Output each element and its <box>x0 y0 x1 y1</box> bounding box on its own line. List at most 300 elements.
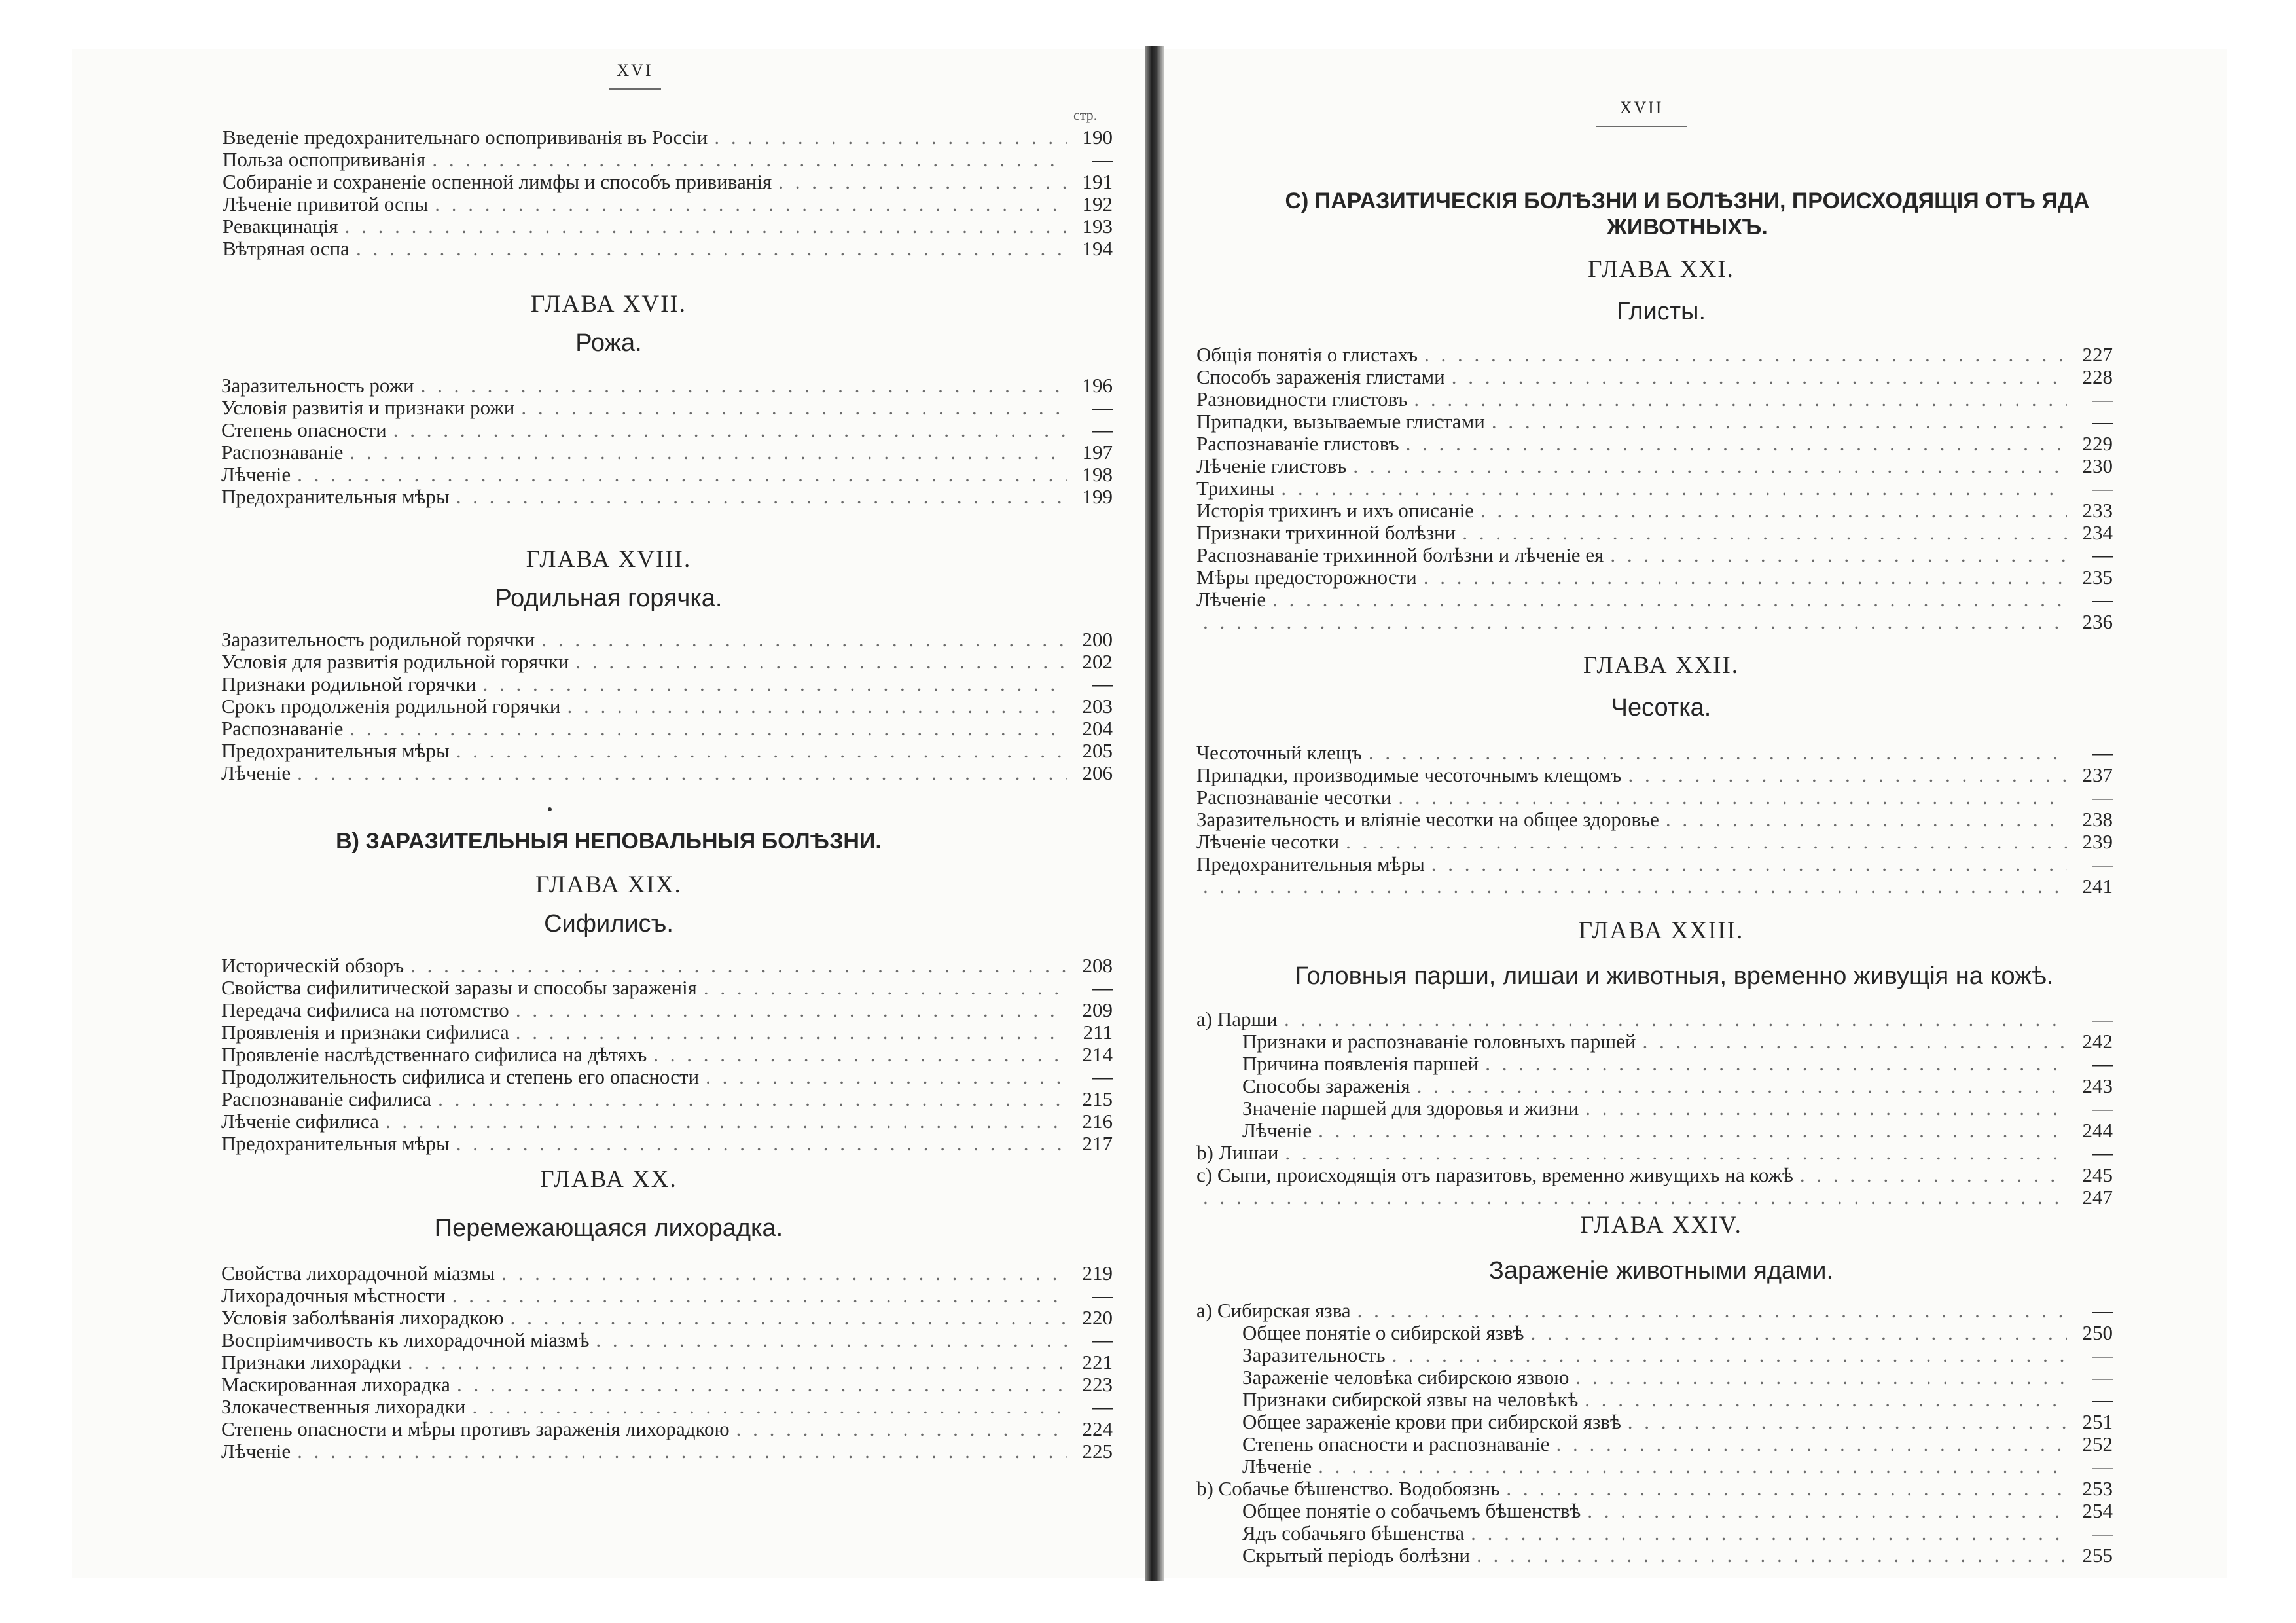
dot-leader <box>1351 1300 2067 1322</box>
chapter-17-title: Рожа. <box>575 329 642 357</box>
dot-leader <box>450 1374 1067 1396</box>
toc-entry-title: Собираніе и сохраненіе оспенной лимфы и способъ прививанія <box>223 170 772 193</box>
section-b-title: В) ЗАРАЗИТЕЛЬНЫЯ НЕПОВАЛЬНЫЯ БОЛѢЗНИ. <box>336 829 882 854</box>
toc-entry-title: Значеніе паршей для здоровья и жизни <box>1242 1097 1579 1120</box>
toc-entry <box>221 718 1113 740</box>
toc-entry <box>1196 1030 2113 1053</box>
toc-entry <box>1196 1186 2113 1209</box>
toc-entry-page: 217 <box>1082 1132 1113 1155</box>
toc-entry-page: — <box>1092 1328 1113 1351</box>
toc-entry <box>223 193 1113 215</box>
toc-entry-page: 235 <box>2082 566 2113 589</box>
toc-entry <box>1196 853 2113 875</box>
chapter-21-list <box>1196 344 2113 633</box>
toc-entry <box>221 1133 1113 1155</box>
chapter-20-title: Перемежающаяся лихорадка. <box>434 1214 783 1242</box>
toc-entry-title: Заразительность родильной горячки <box>221 628 535 651</box>
toc-entry <box>1196 1433 2113 1455</box>
toc-entry-title: Предохранительныя мѣры <box>221 1132 450 1155</box>
toc-entry <box>1196 544 2113 566</box>
toc-entry <box>1196 764 2113 786</box>
toc-entry <box>221 397 1113 419</box>
toc-entry <box>221 464 1113 486</box>
dot-leader <box>428 193 1067 215</box>
chapter-23-heading: ГЛАВА XXIII. <box>1578 917 1744 944</box>
toc-entry <box>1196 1544 2113 1567</box>
toc-entry <box>221 740 1113 762</box>
chapter-23-list <box>1196 1008 2113 1209</box>
print-speck <box>548 807 552 811</box>
toc-entry <box>1196 433 2113 455</box>
dot-leader <box>699 1066 1067 1088</box>
dot-leader <box>1569 1366 2067 1389</box>
toc-entry-page: — <box>1092 418 1113 441</box>
toc-entry <box>221 374 1113 397</box>
toc-entry-title: Лѣченіе <box>1242 1119 1312 1142</box>
dot-leader <box>291 762 1067 784</box>
dot-leader <box>1278 1142 2067 1164</box>
chapter-22-title: Чесотка. <box>1611 694 1712 721</box>
toc-entry <box>1196 1142 2113 1164</box>
toc-entry-title: Способы зараженія <box>1242 1074 1410 1097</box>
dot-leader <box>414 374 1067 397</box>
toc-entry <box>221 673 1113 695</box>
dot-leader <box>509 999 1067 1021</box>
toc-entry-title: b) Собачье бѣшенство. Водобоязнь <box>1196 1477 1500 1500</box>
toc-entry-title: Лѣченіе <box>221 463 291 486</box>
toc-entry-page: — <box>2092 1097 2113 1120</box>
toc-entry-title: Припадки, вызываемые глистами <box>1196 410 1485 433</box>
page-number-left: XVI <box>617 61 653 80</box>
toc-entry <box>1196 1389 2113 1411</box>
toc-entry-title: Лѣченіе сифилиса <box>221 1110 379 1133</box>
dot-leader <box>1445 366 2067 388</box>
toc-entry <box>223 126 1113 149</box>
dot-leader <box>350 238 1067 260</box>
toc-entry-page: 206 <box>1082 761 1113 784</box>
toc-entry-page: — <box>2092 1455 2113 1478</box>
toc-entry <box>221 1329 1113 1351</box>
chapter-19-heading: ГЛАВА XIX. <box>535 871 682 898</box>
toc-entry-title: Скрытый періодъ болѣзни <box>1242 1544 1470 1567</box>
folio-rule <box>609 88 661 90</box>
toc-entry-title: Исторія трихинъ и ихъ описаніе <box>1196 499 1474 522</box>
toc-entry-page: 225 <box>1082 1440 1113 1463</box>
toc-entry-title: Признаки и распознаваніе головныхъ паршей <box>1242 1030 1636 1053</box>
toc-entry <box>1196 1411 2113 1433</box>
dot-leader <box>1793 1164 2067 1186</box>
toc-entry-page: 190 <box>1082 126 1113 149</box>
toc-entry-title: Заразительность <box>1242 1343 1386 1366</box>
dot-leader <box>495 1262 1067 1285</box>
dot-leader <box>708 126 1067 149</box>
toc-entry-title: Распознаваніе <box>221 441 344 464</box>
toc-entry-title: Трихины <box>1196 477 1275 500</box>
toc-entry-title: Условія для развитія родильной горячки <box>221 650 569 673</box>
dot-leader <box>730 1418 1067 1440</box>
toc-entry-title: Лѣченіе <box>221 1440 291 1463</box>
dot-leader <box>514 397 1067 419</box>
dot-leader <box>1418 344 2067 366</box>
toc-entry-title: Срокъ продолженія родильной горячки <box>221 695 561 718</box>
chapter-24-heading: ГЛАВА XXIV. <box>1580 1212 1742 1239</box>
toc-entry-page: 255 <box>2082 1544 2113 1567</box>
toc-entry-title: Историческій обзоръ <box>221 954 404 977</box>
toc-entry-page: 254 <box>2082 1499 2113 1522</box>
toc-entry-title: Ревакцинація <box>223 215 338 238</box>
chapter-23-title: Головныя парши, лишаи и животныя, временно живущія на кожѣ. <box>1295 962 2054 990</box>
toc-entry-page: 196 <box>1082 374 1113 397</box>
toc-entry <box>223 238 1113 260</box>
toc-entry-page: 237 <box>2082 763 2113 786</box>
dot-leader <box>446 1285 1067 1307</box>
dot-leader <box>1479 1053 2067 1075</box>
dot-leader <box>1362 742 2067 764</box>
toc-entry-title: Лихорадочныя мѣстности <box>221 1284 446 1307</box>
toc-entry-page: 250 <box>2082 1321 2113 1344</box>
toc-entry-page: 253 <box>2082 1477 2113 1500</box>
dot-leader <box>1196 1186 2067 1209</box>
toc-entry-title: Проявленіе наслѣдственнаго сифилиса на дѣтяхъ <box>221 1043 647 1066</box>
toc-entry <box>221 1044 1113 1066</box>
chapter-18-heading: ГЛАВА XVIII. <box>526 546 692 573</box>
dot-leader <box>589 1329 1067 1351</box>
toc-entry-page: 234 <box>2082 521 2113 544</box>
toc-entry-page: — <box>2092 1343 2113 1366</box>
toc-entry <box>1196 522 2113 544</box>
toc-entry-page: — <box>2092 852 2113 875</box>
toc-entry-page: 242 <box>2082 1030 2113 1053</box>
toc-entry-title: Степень опасности <box>221 418 387 441</box>
dot-leader <box>1621 1411 2067 1433</box>
toc-entry-page: 227 <box>2082 343 2113 366</box>
dot-leader <box>1339 831 2067 853</box>
dot-leader <box>450 486 1067 508</box>
toc-entry-title: с) Сыпи, происходящія отъ паразитовъ, временно живущихъ на кожѣ <box>1196 1163 1793 1186</box>
dot-leader <box>1312 1455 2067 1478</box>
toc-entry-title: Свойства лихорадочной міазмы <box>221 1262 495 1285</box>
toc-entry <box>1196 809 2113 831</box>
toc-entry <box>221 1262 1113 1285</box>
dot-leader <box>431 1088 1067 1110</box>
toc-entry <box>1196 366 2113 388</box>
toc-entry-title: Заразительность и вліяніе чесотки на общее здоровье <box>1196 808 1659 831</box>
toc-entry <box>1196 477 2113 500</box>
dot-leader <box>379 1110 1067 1133</box>
toc-entry-page: 211 <box>1083 1021 1113 1044</box>
toc-entry-title: Чесоточный клещъ <box>1196 741 1362 764</box>
toc-entry-page: 233 <box>2082 499 2113 522</box>
chapter-18-title: Родильная горячка. <box>495 585 723 612</box>
toc-entry-title: Злокачественныя лихорадки <box>221 1395 466 1418</box>
toc-entry-page: — <box>2092 741 2113 764</box>
toc-entry <box>221 1307 1113 1329</box>
toc-entry-title: Воспріимчивость къ лихорадочной міазмѣ <box>221 1328 590 1351</box>
dot-leader <box>476 673 1067 695</box>
toc-entry-page: 241 <box>2082 875 2113 898</box>
toc-entry-page: 198 <box>1082 463 1113 486</box>
toc-entry-title: Польза оспопрививанія <box>223 148 426 171</box>
toc-entry <box>221 486 1113 508</box>
dot-leader <box>504 1307 1067 1329</box>
toc-entry-title: Общія понятія о глистахъ <box>1196 343 1418 366</box>
toc-entry-page: 215 <box>1082 1087 1113 1110</box>
toc-entry-page: — <box>1092 1395 1113 1418</box>
toc-entry-page: 191 <box>1082 170 1113 193</box>
toc-entry-title: Степень опасности и распознаваніе <box>1242 1432 1550 1455</box>
toc-entry <box>1196 455 2113 477</box>
dot-leader <box>1474 500 2067 522</box>
toc-entry <box>1196 1322 2113 1344</box>
toc-entry-title: а) Сибирская язва <box>1196 1299 1351 1322</box>
toc-entry <box>221 977 1113 999</box>
chapter-24-title: Зараженіе животными ядами. <box>1488 1257 1834 1285</box>
chapter-24-list <box>1196 1300 2113 1567</box>
toc-entry <box>221 955 1113 977</box>
toc-entry-page: 229 <box>2082 432 2113 455</box>
toc-entry-title: Свойства сифилитической заразы и способы зараженія <box>221 976 697 999</box>
dot-leader <box>772 171 1067 193</box>
toc-entry-page: — <box>1092 672 1113 695</box>
toc-entry-page: 216 <box>1082 1110 1113 1133</box>
chapter-21-title: Глисты. <box>1616 298 1706 325</box>
dot-leader <box>343 441 1067 464</box>
toc-entry <box>1196 1120 2113 1142</box>
toc-entry <box>1196 500 2113 522</box>
toc-entry <box>221 629 1113 651</box>
toc-entry <box>221 1418 1113 1440</box>
toc-entry-page: — <box>2092 1141 2113 1164</box>
dot-leader <box>1485 410 2067 433</box>
dot-leader <box>450 1133 1067 1155</box>
toc-entry-page: — <box>2092 410 2113 433</box>
dot-leader <box>1621 764 2067 786</box>
toc-entry <box>1196 786 2113 809</box>
toc-entry-page: 193 <box>1082 215 1113 238</box>
toc-entry-title: Лѣченіе глистовъ <box>1196 454 1347 477</box>
dot-leader <box>401 1351 1067 1374</box>
toc-entry-page: 224 <box>1082 1417 1113 1440</box>
toc-entry-title: Лѣченіе привитой оспы <box>223 192 429 215</box>
dot-leader <box>1578 1389 2067 1411</box>
chapter-19-list <box>221 955 1113 1155</box>
toc-entry <box>1196 831 2113 853</box>
toc-entry <box>1196 742 2113 764</box>
toc-entry-page: 244 <box>2082 1119 2113 1142</box>
toc-entry-title: Предохранительныя мѣры <box>1196 852 1425 875</box>
toc-entry-title: Лѣченіе <box>221 761 291 784</box>
dot-leader <box>1278 1008 2067 1030</box>
toc-entry-title: Распознаваніе <box>221 717 344 740</box>
dot-leader <box>1579 1097 2067 1120</box>
dot-leader <box>1581 1500 2067 1522</box>
toc-entry-page: 199 <box>1082 485 1113 508</box>
toc-entry-page: 239 <box>2082 830 2113 853</box>
toc-entry <box>1196 1300 2113 1322</box>
toc-entry-page: — <box>2092 1522 2113 1544</box>
toc-intro-list <box>223 126 1113 260</box>
toc-entry-page: 205 <box>1082 739 1113 762</box>
toc-entry-title: Распознаваніе трихинной болѣзни и лѣченіе ея <box>1196 543 1604 566</box>
toc-entry-page: 245 <box>2082 1163 2113 1186</box>
toc-entry-title: Продолжительность сифилиса и степень его опасности <box>221 1065 700 1088</box>
toc-entry-page: 230 <box>2082 454 2113 477</box>
toc-entry-page: — <box>2092 1052 2113 1075</box>
toc-entry-title: Распознаваніе сифилиса <box>221 1087 432 1110</box>
dot-leader <box>697 977 1067 999</box>
toc-entry <box>1196 875 2113 898</box>
toc-entry <box>221 695 1113 718</box>
toc-entry-title: Ядъ собачьяго бѣшенства <box>1242 1522 1465 1544</box>
dot-leader <box>1425 853 2067 875</box>
book-gutter <box>1145 46 1164 1581</box>
toc-entry-title: Общее зараженіе крови при сибирской язвѣ <box>1242 1410 1621 1433</box>
toc-entry-page: — <box>2092 1299 2113 1322</box>
toc-entry <box>1196 1075 2113 1097</box>
toc-entry-page: — <box>2092 1388 2113 1411</box>
toc-entry-title: Степень опасности и мѣры противъ зараженія лихорадкою <box>221 1417 730 1440</box>
toc-entry-title: Вѣтряная оспа <box>223 237 350 260</box>
dot-leader <box>1636 1030 2067 1053</box>
left-page <box>72 49 1145 1578</box>
toc-entry <box>1196 1344 2113 1366</box>
toc-entry <box>221 1088 1113 1110</box>
toc-entry-page: 252 <box>2082 1432 2113 1455</box>
toc-entry <box>221 1021 1113 1044</box>
dot-leader <box>404 955 1067 977</box>
toc-entry <box>221 651 1113 673</box>
page-column-label: стр. <box>1073 107 1098 123</box>
toc-entry <box>1196 1522 2113 1544</box>
toc-entry <box>221 441 1113 464</box>
toc-entry <box>1196 388 2113 410</box>
toc-entry-title: Лѣченіе <box>1196 588 1266 611</box>
dot-leader <box>1410 1075 2067 1097</box>
toc-entry-page: — <box>1092 976 1113 999</box>
toc-entry-page: 238 <box>2082 808 2113 831</box>
dot-leader <box>1391 786 2067 809</box>
toc-entry-title: b) Лишаи <box>1196 1141 1279 1164</box>
toc-entry-title: Предохранительныя мѣры <box>221 485 450 508</box>
toc-entry-page: 192 <box>1082 192 1113 215</box>
dot-leader <box>1399 433 2067 455</box>
toc-entry-page: 236 <box>2082 610 2113 633</box>
toc-entry <box>1196 1164 2113 1186</box>
toc-entry-page: 194 <box>1082 237 1113 260</box>
toc-entry-title: Распознаваніе чесотки <box>1196 786 1392 809</box>
toc-entry-page: 221 <box>1082 1351 1113 1374</box>
dot-leader <box>1456 522 2067 544</box>
toc-entry <box>1196 1053 2113 1075</box>
toc-entry-page: 214 <box>1082 1043 1113 1066</box>
chapter-21-heading: ГЛАВА XXI. <box>1588 256 1734 283</box>
toc-entry-title: Признаки сибирской язвы на человѣкѣ <box>1242 1388 1579 1411</box>
toc-entry <box>1196 1500 2113 1522</box>
dot-leader <box>535 629 1067 651</box>
toc-entry <box>223 171 1113 193</box>
chapter-20-list <box>221 1262 1113 1463</box>
dot-leader <box>1346 455 2067 477</box>
dot-leader <box>1274 477 2067 500</box>
dot-leader <box>1386 1344 2067 1366</box>
chapter-17-heading: ГЛАВА XVII. <box>530 291 687 318</box>
toc-entry-title: Проявленія и признаки сифилиса <box>221 1021 509 1044</box>
dot-leader <box>569 651 1067 673</box>
toc-entry-title: Припадки, производимые чесоточнымъ клещомъ <box>1196 763 1622 786</box>
toc-entry-page: — <box>2092 477 2113 500</box>
dot-leader <box>1196 875 2067 898</box>
toc-entry <box>221 419 1113 441</box>
dot-leader <box>1499 1478 2067 1500</box>
toc-entry-page: — <box>1092 148 1113 171</box>
chapter-22-list <box>1196 742 2113 898</box>
toc-entry-title: Способъ зараженія глистами <box>1196 365 1445 388</box>
toc-entry <box>1196 410 2113 433</box>
chapter-17-list <box>221 374 1113 508</box>
dot-leader <box>343 718 1067 740</box>
dot-leader <box>1659 809 2067 831</box>
toc-entry-title: Передача сифилиса на потомство <box>221 998 509 1021</box>
toc-entry <box>223 149 1113 171</box>
toc-entry-page: 251 <box>2082 1410 2113 1433</box>
toc-entry <box>1196 566 2113 589</box>
toc-entry-page: 202 <box>1082 650 1113 673</box>
dot-leader <box>1470 1544 2067 1567</box>
toc-entry-page: 203 <box>1082 695 1113 718</box>
dot-leader <box>1550 1433 2067 1455</box>
toc-entry-page: — <box>1092 396 1113 419</box>
toc-entry-title: Признаки родильной горячки <box>221 672 476 695</box>
toc-entry-title: Признаки трихинной болѣзни <box>1196 521 1456 544</box>
toc-entry-page: 220 <box>1082 1306 1113 1329</box>
toc-entry-page: 208 <box>1082 954 1113 977</box>
toc-entry-page: — <box>2092 1366 2113 1389</box>
toc-entry-title: Мѣры предосторожности <box>1196 566 1417 589</box>
toc-entry <box>221 1066 1113 1088</box>
toc-entry-page: 243 <box>2082 1074 2113 1097</box>
toc-entry-title: Лѣченіе чесотки <box>1196 830 1340 853</box>
toc-entry-page: — <box>2092 1008 2113 1030</box>
toc-entry <box>1196 611 2113 633</box>
dot-leader <box>291 464 1067 486</box>
page-number-right: XVII <box>1619 98 1664 117</box>
toc-entry <box>1196 589 2113 611</box>
dot-leader <box>1266 589 2067 611</box>
toc-entry-title: Маскированная лихорадка <box>221 1373 450 1396</box>
dot-leader <box>1196 611 2067 633</box>
toc-entry <box>1196 344 2113 366</box>
toc-entry-page: — <box>1092 1284 1113 1307</box>
toc-entry-page: 219 <box>1082 1262 1113 1285</box>
toc-entry-page: 247 <box>2082 1186 2113 1209</box>
toc-entry-title: Признаки лихорадки <box>221 1351 402 1374</box>
dot-leader <box>291 1440 1067 1463</box>
toc-entry <box>1196 1097 2113 1120</box>
toc-entry-title: Лѣченіе <box>1242 1455 1312 1478</box>
chapter-20-heading: ГЛАВА XX. <box>540 1166 677 1193</box>
toc-entry-title: Распознаваніе глистовъ <box>1196 432 1399 455</box>
folio-rule <box>1596 126 1687 127</box>
chapter-19-title: Сифилисъ. <box>544 910 673 938</box>
dot-leader <box>387 419 1067 441</box>
dot-leader <box>509 1021 1067 1044</box>
dot-leader <box>1524 1322 2067 1344</box>
toc-entry <box>221 1285 1113 1307</box>
toc-entry <box>223 215 1113 238</box>
dot-leader <box>1604 544 2067 566</box>
dot-leader <box>1407 388 2067 410</box>
toc-entry-title: а) Парши <box>1196 1008 1278 1030</box>
